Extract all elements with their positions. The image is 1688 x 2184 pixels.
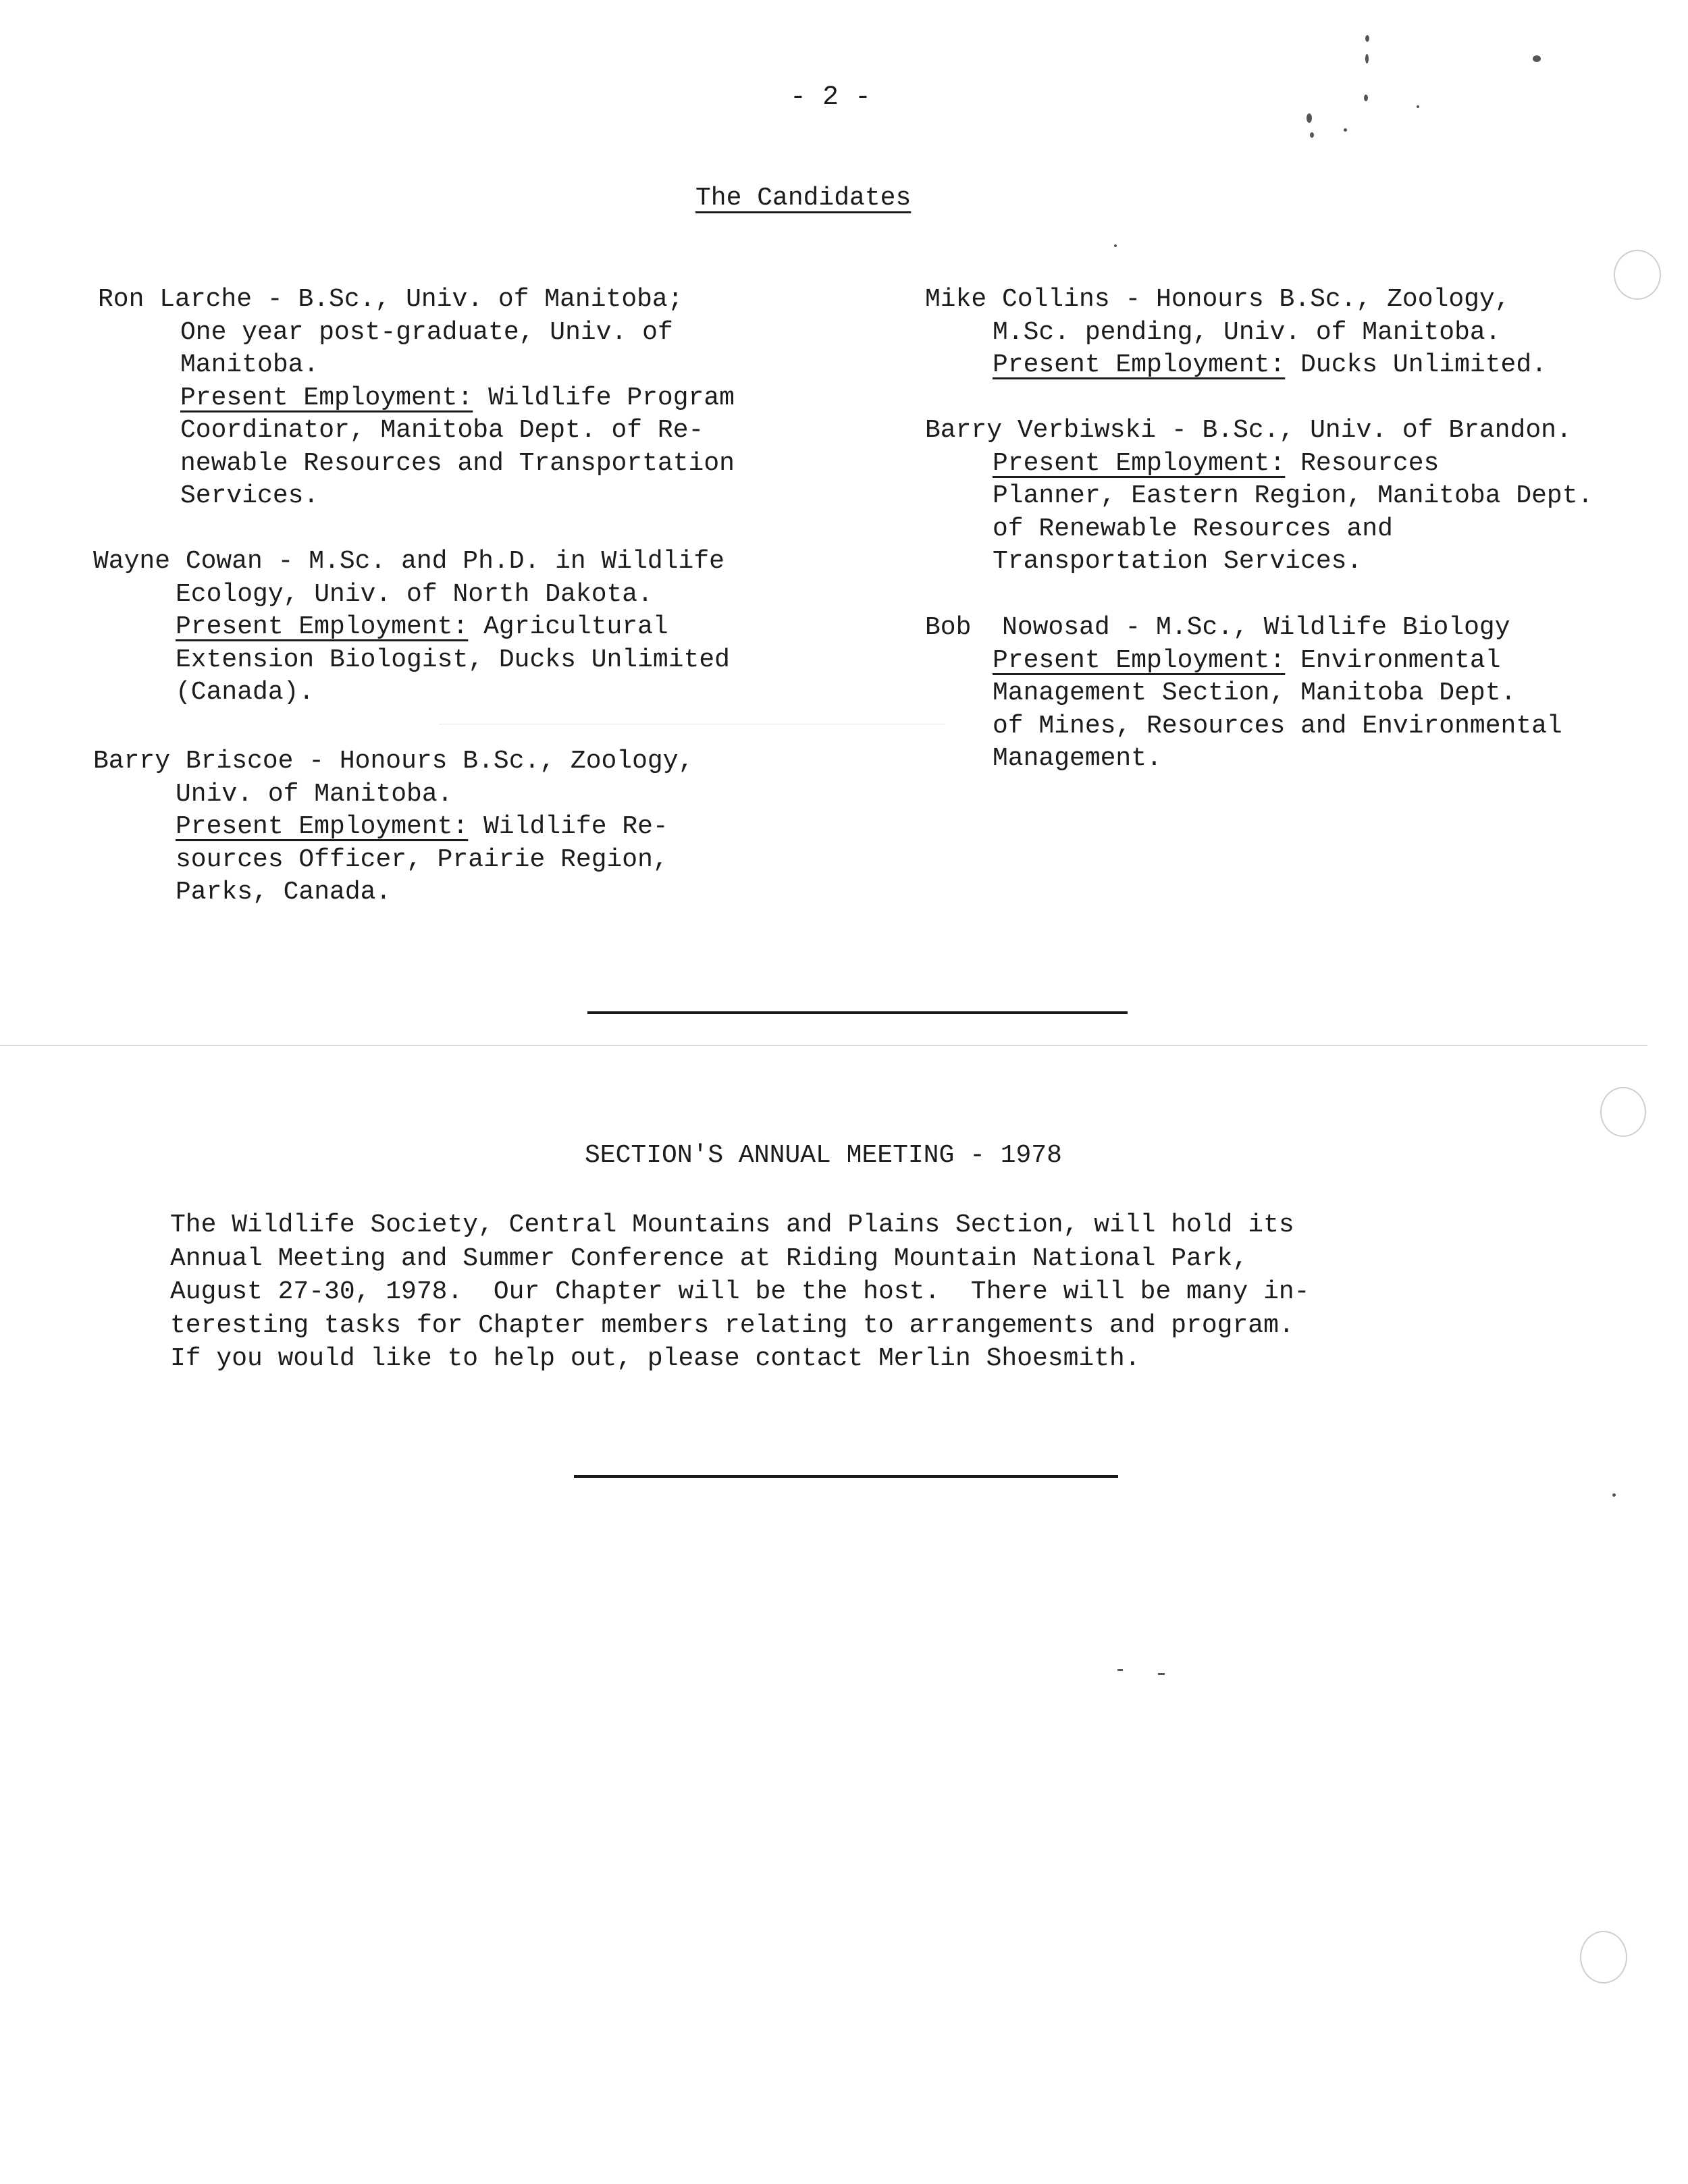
punch-hole-mark [1580, 1931, 1627, 1983]
employment-line [925, 349, 1547, 382]
employment-label: Present Employment: [176, 812, 469, 841]
employment-label: Present Employment: [180, 383, 473, 412]
scan-fold-line [0, 1045, 1647, 1046]
employment-line: Management Section, Manitoba Dept. [993, 678, 1516, 708]
employment-text: Wildlife Re- [468, 812, 668, 841]
candidate-line: M.Sc. pending, Univ. of Manitoba. [993, 317, 1501, 347]
candidates-heading: The Candidates [695, 184, 912, 213]
employment-line: Parks, Canada. [176, 878, 392, 907]
employment-text: Agricultural [468, 612, 668, 641]
employment-text: Resources [1285, 448, 1440, 478]
candidate-line: One year post-graduate, Univ. of [180, 317, 673, 347]
employment-label: Present Employment: [176, 612, 469, 641]
scan-speck [1158, 1673, 1165, 1675]
employment-line: Services. [180, 481, 319, 510]
employment-text: Wildlife Program [473, 383, 735, 412]
scan-speck [1365, 54, 1369, 63]
scan-speck [1612, 1493, 1616, 1497]
meeting-line: The Wildlife Society, Central Mountains and Plains Section, will hold its [170, 1210, 1294, 1240]
page-number: - 2 - [790, 82, 872, 113]
separator-rule [574, 1475, 1118, 1478]
candidate-bob-nowosad [925, 612, 1562, 776]
employment-line [98, 382, 735, 415]
separator-rule [587, 1011, 1128, 1014]
employment-line [925, 645, 1562, 678]
candidate-wayne-cowan [93, 545, 730, 710]
employment-line: Extension Biologist, Ducks Unlimited [176, 645, 730, 674]
candidate-line: Univ. of Manitoba. [176, 779, 453, 809]
meeting-paragraph [170, 1208, 1309, 1376]
scan-speck [1344, 128, 1347, 132]
scan-speck [1364, 95, 1368, 101]
candidate-ron-larche [98, 284, 735, 513]
meeting-line: If you would like to help out, please contact Merlin Shoesmith. [170, 1344, 1140, 1373]
employment-line: of Renewable Resources and [993, 514, 1393, 543]
employment-line: Planner, Eastern Region, Manitoba Dept. [993, 481, 1593, 510]
employment-line: newable Resources and Transportation [180, 448, 735, 478]
punch-hole-mark [1600, 1087, 1646, 1137]
candidate-line: Ron Larche - B.Sc., Univ. of Manitoba; [98, 285, 683, 314]
scan-speck [1417, 105, 1419, 108]
candidate-line: Mike Collins - Honours B.Sc., Zoology, [925, 285, 1510, 314]
meeting-line: Annual Meeting and Summer Conference at Riding Mountain National Park, [170, 1244, 1248, 1273]
employment-line: of Mines, Resources and Environmental [993, 711, 1562, 741]
scan-speck [1365, 35, 1369, 42]
candidate-barry-verbiwski [925, 415, 1593, 579]
candidate-line: Wayne Cowan - M.Sc. and Ph.D. in Wildlife [93, 547, 724, 576]
employment-text: Environmental [1285, 645, 1501, 675]
employment-text: Ducks Unlimited. [1285, 350, 1547, 379]
candidate-mike-collins [925, 284, 1547, 382]
employment-line: Management. [993, 744, 1162, 773]
scan-speck [1310, 132, 1314, 138]
employment-line [93, 611, 730, 644]
candidate-line: Ecology, Univ. of North Dakota. [176, 579, 653, 609]
candidate-barry-briscoe [93, 745, 693, 909]
punch-hole-mark [1614, 250, 1661, 300]
scan-speck [1114, 244, 1117, 247]
employment-label: Present Employment: [993, 645, 1286, 675]
candidate-line: Bob Nowosad - M.Sc., Wildlife Biology [925, 613, 1510, 642]
employment-label: Present Employment: [993, 448, 1286, 478]
candidate-line: Barry Verbiwski - B.Sc., Univ. of Brandon. [925, 416, 1572, 445]
employment-line: sources Officer, Prairie Region, [176, 845, 668, 874]
meeting-title: SECTION'S ANNUAL MEETING - 1978 [585, 1141, 1062, 1170]
meeting-line: August 27-30, 1978. Our Chapter will be the host. There will be many in- [170, 1277, 1310, 1306]
employment-line: Transportation Services. [993, 547, 1363, 576]
candidate-line: Barry Briscoe - Honours B.Sc., Zoology, [93, 747, 694, 776]
employment-line [93, 811, 693, 844]
scan-speck [1533, 55, 1541, 62]
employment-line: Coordinator, Manitoba Dept. of Re- [180, 416, 704, 445]
employment-line [925, 448, 1593, 481]
scan-speck [1117, 1669, 1123, 1671]
meeting-line: teresting tasks for Chapter members relating to arrangements and program. [170, 1310, 1294, 1340]
candidate-line: Manitoba. [180, 350, 319, 379]
scan-speck [1307, 113, 1312, 123]
employment-line: (Canada). [176, 678, 315, 707]
employment-label: Present Employment: [993, 350, 1286, 379]
